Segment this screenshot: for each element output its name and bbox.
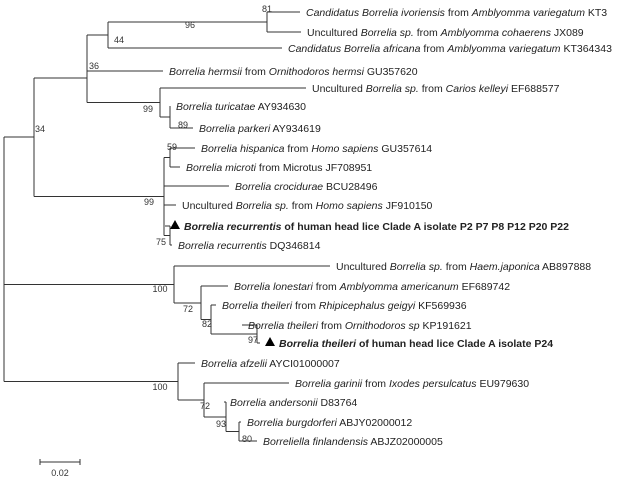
tip-label-part: Borrelia sp. <box>235 200 289 212</box>
tip-label-part: ABJZ02000005 <box>368 436 443 448</box>
tip-label-part: from <box>312 281 340 293</box>
tip-label-part: Borrelia garinii <box>295 378 363 390</box>
tip-label-part: Borrelia burgdorferi <box>247 417 337 429</box>
tip-label-part: Borrelia recurrentis <box>178 240 267 252</box>
tip-label-part: Borrelia microti <box>186 162 257 174</box>
tip-label-part: Amblyomma cohaerens <box>440 27 551 39</box>
tip-label-part: Borrelia lonestari <box>234 281 313 293</box>
tip-label-part: Homo sapiens <box>315 200 383 212</box>
tip-label-part: of human head lice Clade A isolate P2 P7 P8 P12 P20 P22 <box>281 221 569 233</box>
tip-label-part: from <box>418 83 446 95</box>
tip-label-part: from <box>420 43 448 55</box>
tip-label-part: of human head lice Clade A isolate P24 <box>356 338 554 350</box>
tip-label-part: GU357620 <box>363 66 418 78</box>
tip-label-africana <box>288 43 612 55</box>
bootstrap-value: 93 <box>215 419 227 429</box>
tip-label-andersonii <box>230 397 357 409</box>
tip-label-part: Carios kelleyi <box>445 83 509 95</box>
tip-label-part: JF910150 <box>382 200 433 212</box>
tip-label-lonestari <box>234 281 510 293</box>
tip-label-cohaerens <box>307 27 584 39</box>
tip-label-recurrentis-lice <box>184 221 569 233</box>
tip-label-part: Ornithodoros sp <box>344 320 420 332</box>
tip-label-part: from <box>413 27 441 39</box>
triangle-marker-icon <box>265 337 275 346</box>
tip-label-part: EU979630 <box>476 378 530 390</box>
tip-label-part: Haem.japonica <box>469 261 540 273</box>
triangle-marker-icon <box>170 220 180 229</box>
tip-label-part: from <box>362 378 389 390</box>
tip-label-part: Uncultured <box>312 83 366 95</box>
tip-label-part: Uncultured <box>336 261 390 273</box>
tip-label-part: Ixodes persulcatus <box>388 378 477 390</box>
tip-label-part: from <box>442 261 470 273</box>
tip-label-part: Borrelia recurrentis <box>184 221 282 233</box>
bootstrap-value: 89 <box>177 120 189 130</box>
bootstrap-value: 82 <box>201 319 213 329</box>
tip-label-part: JX089 <box>550 27 584 39</box>
tip-label-part: AY934619 <box>270 123 321 135</box>
tip-label-crocidurae <box>235 181 378 193</box>
bootstrap-value: 44 <box>113 35 125 45</box>
tip-label-part: Rhipicephalus geigyi <box>318 300 416 312</box>
tip-label-part: Candidatus Borrelia ivoriensis <box>306 7 445 19</box>
tip-label-part: ABJY02000012 <box>336 417 413 429</box>
tip-label-part: BCU28496 <box>323 181 378 193</box>
tip-label-part: EF689742 <box>458 281 511 293</box>
tip-label-part: Borrelia parkeri <box>199 123 271 135</box>
tip-label-part: Homo sapiens <box>311 143 379 155</box>
bootstrap-value: 96 <box>184 20 196 30</box>
tip-label-part: from Microtus JF708951 <box>256 162 373 174</box>
tip-label-hispanica <box>201 143 432 155</box>
tip-label-part: KP191621 <box>419 320 472 332</box>
tip-label-turicatae <box>176 101 306 113</box>
tip-label-burgdorferi <box>247 417 412 429</box>
tip-label-part: Uncultured <box>182 200 236 212</box>
tip-label-ivoriensis <box>306 7 607 19</box>
bootstrap-value: 97 <box>247 335 259 345</box>
tip-label-part: AB897888 <box>539 261 592 273</box>
tip-label-part: Amblyomma variegatum <box>447 43 561 55</box>
tip-label-unc-homo <box>182 200 433 212</box>
tip-label-part: Borrelia hermsii <box>169 66 242 78</box>
tip-label-theileri-lice <box>279 338 553 350</box>
tip-label-afzelii <box>201 358 340 370</box>
tip-label-part: D83764 <box>317 397 358 409</box>
tip-label-hermsii <box>169 66 418 78</box>
tip-label-part: Borrelia crocidurae <box>235 181 324 193</box>
tip-label-part: DQ346814 <box>266 240 321 252</box>
tip-label-part: Borrelia afzelii <box>201 358 267 370</box>
scale-bar-label: 0.02 <box>51 468 69 478</box>
bootstrap-value: 99 <box>142 104 154 114</box>
tip-label-part: EF688577 <box>508 83 560 95</box>
bootstrap-value: 36 <box>88 61 100 71</box>
tip-label-part: from <box>318 320 345 332</box>
tip-label-part: Candidatus Borrelia africana <box>288 43 421 55</box>
tip-label-theileri-orn <box>248 320 472 332</box>
tip-label-part: KF569936 <box>415 300 467 312</box>
tip-label-part: Borrelia sp. <box>389 261 443 273</box>
bootstrap-value: 99 <box>143 197 155 207</box>
tip-label-part: Uncultured <box>307 27 361 39</box>
tip-label-part: KT3 <box>584 7 608 19</box>
tip-label-part: Borrelia sp. <box>365 83 419 95</box>
tip-label-part: from <box>288 200 316 212</box>
bootstrap-value: 100 <box>152 284 168 294</box>
tip-label-part: AYCI01000007 <box>266 358 340 370</box>
tip-label-part: Borreliella finlandensis <box>263 436 369 448</box>
tip-label-part: from <box>284 143 312 155</box>
tip-label-parkeri <box>199 123 321 135</box>
tip-label-part: Borrelia theileri <box>279 338 357 350</box>
bootstrap-value: 34 <box>34 124 46 134</box>
tip-label-part: AY934630 <box>255 101 306 113</box>
bootstrap-value: 75 <box>155 237 167 247</box>
tip-label-part: Borrelia turicatae <box>176 101 256 113</box>
tip-label-recurrentis <box>178 240 321 252</box>
bootstrap-value: 100 <box>152 382 168 392</box>
tip-labels <box>166 7 612 448</box>
tip-label-part: from <box>292 300 319 312</box>
tip-label-part: Borrelia theileri <box>222 300 293 312</box>
tip-label-part: GU357614 <box>378 143 433 155</box>
bootstrap-value: 72 <box>199 401 211 411</box>
tip-label-part: Borrelia theileri <box>248 320 319 332</box>
tip-label-microti <box>186 162 372 174</box>
tip-label-part: Ornithodoros hermsi <box>268 66 364 78</box>
tip-label-part: KT364343 <box>560 43 612 55</box>
tip-label-part: Borrelia hispanica <box>201 143 285 155</box>
tip-label-part: from <box>241 66 269 78</box>
tip-label-part: from <box>444 7 472 19</box>
tip-label-part: Borrelia andersonii <box>230 397 318 409</box>
bootstrap-value: 80 <box>241 434 253 444</box>
scale-bar <box>40 459 80 478</box>
tip-label-part: Borrelia sp. <box>360 27 414 39</box>
tip-label-theileri-rhip <box>222 300 467 312</box>
tip-label-kelleyi <box>312 83 560 95</box>
bootstrap-value: 81 <box>261 4 273 14</box>
tip-label-part: Amblyomma americanum <box>339 281 459 293</box>
tip-label-part: Amblyomma variegatum <box>471 7 585 19</box>
tip-label-garinii <box>295 378 529 390</box>
tip-label-haem <box>336 261 591 273</box>
bootstrap-value: 59 <box>166 142 178 152</box>
bootstrap-value: 72 <box>182 304 194 314</box>
tip-label-finlandensis <box>263 436 443 448</box>
